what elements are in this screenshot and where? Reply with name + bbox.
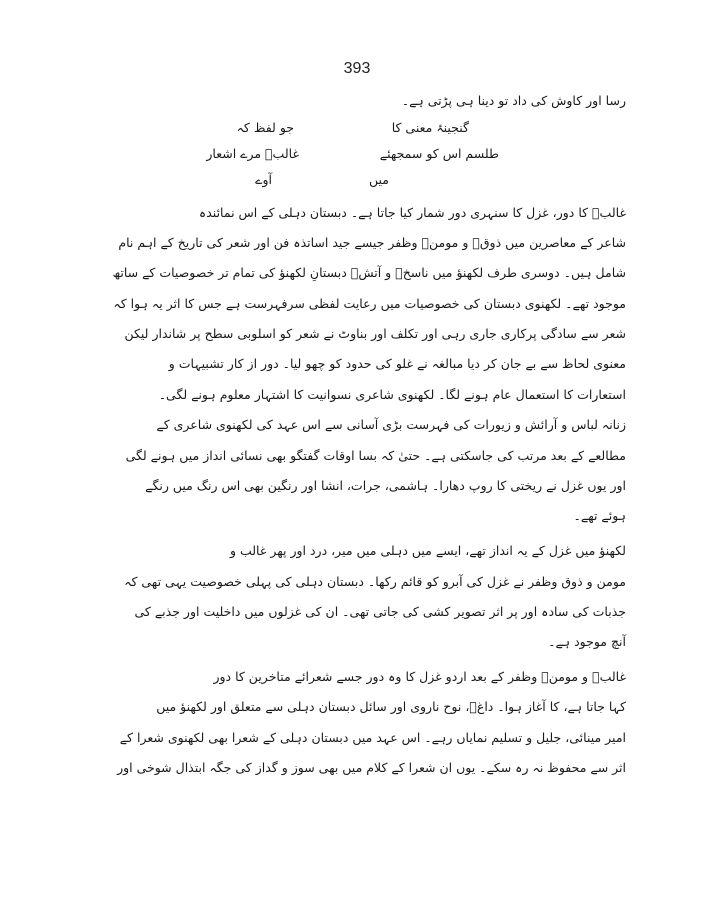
paragraph-line: شاعر کے معاصرین میں ذوقؔ و مومنؔ وظفر جیسے جید اساتذہ فن اور شعر کی تاریخ کے اہم نام bbox=[118, 235, 626, 250]
verse-r1-right: جو لفظ کہ bbox=[236, 120, 294, 135]
paragraph-line: غالبؔ کا دور، غزل کا سنہری دور شمار کیا جاتا ہے۔ دبستان دہلی کے اس نمائندہ bbox=[198, 205, 626, 220]
paragraph-line: اثر سے محفوظ نہ رہ سکے۔ یوں ان شعرا کے کلام میں بھی سوز و گداز کی جگہ ابتذال شوخی اور bbox=[117, 760, 626, 775]
paragraph-line: آنچ موجود ہے۔ bbox=[548, 634, 626, 649]
paragraph-line: کہا جاتا ہے، کا آغاز ہوا۔ داغؔ، نوح ناروی اور سائل دبستان دہلی سے متعلق اور لکھنؤ میں bbox=[156, 699, 626, 714]
verse-r1-left: گنجینۂ معنی کا bbox=[391, 120, 469, 135]
paragraph-line: جذبات کی سادہ اور پر اثر تصویر کشی کی جاتی تھی۔ ان کی غزلوں میں داخلیت اور جذبے کی bbox=[134, 604, 626, 619]
paragraph-line: اور یوں غزل نے ریختی کا روپ دھارا۔ ہاشمی، جرات، انشا اور رنگین بھی اس رنگ میں رنگے bbox=[145, 478, 626, 493]
paragraph-line: موجود تھے۔ لکھنوی دبستان کی خصوصیات میں رعایت لفظی سرفہرست ہے جس کا اثر یہ ہوا کہ bbox=[113, 296, 626, 311]
verse-r2-left: طلسم اس کو سمجھئے bbox=[379, 146, 499, 161]
paragraph-line: شامل ہیں۔ دوسری طرف لکھنؤ میں ناسخؔ و آتشؔ دبستانِ لکھنؤ کی تمام تر خصوصیات کے ساتھ bbox=[112, 265, 626, 280]
intro-line: رسا اور کاوش کی داد تو دینا ہی پڑتی ہے۔ bbox=[401, 93, 626, 108]
verse-r2-right: غالبؔ مرے اشعار bbox=[206, 146, 299, 161]
verse-r3-left: میں bbox=[369, 172, 389, 187]
paragraph-line: معنوی لحاظ سے بے جان کر دیا مبالغہ نے غلو کی حدود کو چھو لیا۔ دور از کار تشبیہات و bbox=[168, 356, 626, 371]
paragraph-line: مطالعے کے بعد مرتب کی جاسکتی ہے۔ حتیٰ کہ بسا اوقات گفتگو بھی نسائی انداز میں ہونے لگی bbox=[125, 448, 626, 463]
paragraph-line: استعارات کا استعمال عام ہونے لگا۔ لکھنوی شاعری نسوانیت کا اشتہار معلوم ہونے لگی۔ bbox=[158, 387, 626, 402]
page-number: 393 bbox=[343, 60, 371, 77]
paragraph-line: امیر مینائی، جلیل و تسلیم نمایاں رہے۔ اس عہد میں دبستان دہلی کے شعرا بھی لکھنوی شعرا کے bbox=[119, 730, 626, 745]
paragraph-line: لکھنؤ میں غزل کے یہ انداز تھے، ایسے میں دہلی میں میر، درد اور پھر غالب و bbox=[229, 543, 626, 558]
verse-r3-right: آوے bbox=[255, 172, 272, 187]
paragraph-line: ہوئے تھے۔ bbox=[573, 508, 626, 523]
paragraph-line: مومن و ذوق وظفر نے غزل کی آبرو کو قائم رکھا۔ دبستان دہلی کی پہلی خصوصیت یہی تھی کہ bbox=[124, 574, 626, 589]
paragraph-line: غالبؔ و مومنؔ وظفر کے بعد اردو غزل کا وہ دور جسے شعرائے متاخرین کا دور bbox=[213, 669, 626, 684]
paragraph-line: زنانہ لباس و آرائش و زیورات کی فہرست بڑی آسانی سے اس عہد کی لکھنوی شاعری کے bbox=[156, 417, 626, 432]
paragraph-line: شعر سے سادگی پرکاری جاری رہی اور تکلف اور بناوٹ نے شعر کو اسلوبی سطح پر شاندار لیکن bbox=[124, 326, 626, 341]
